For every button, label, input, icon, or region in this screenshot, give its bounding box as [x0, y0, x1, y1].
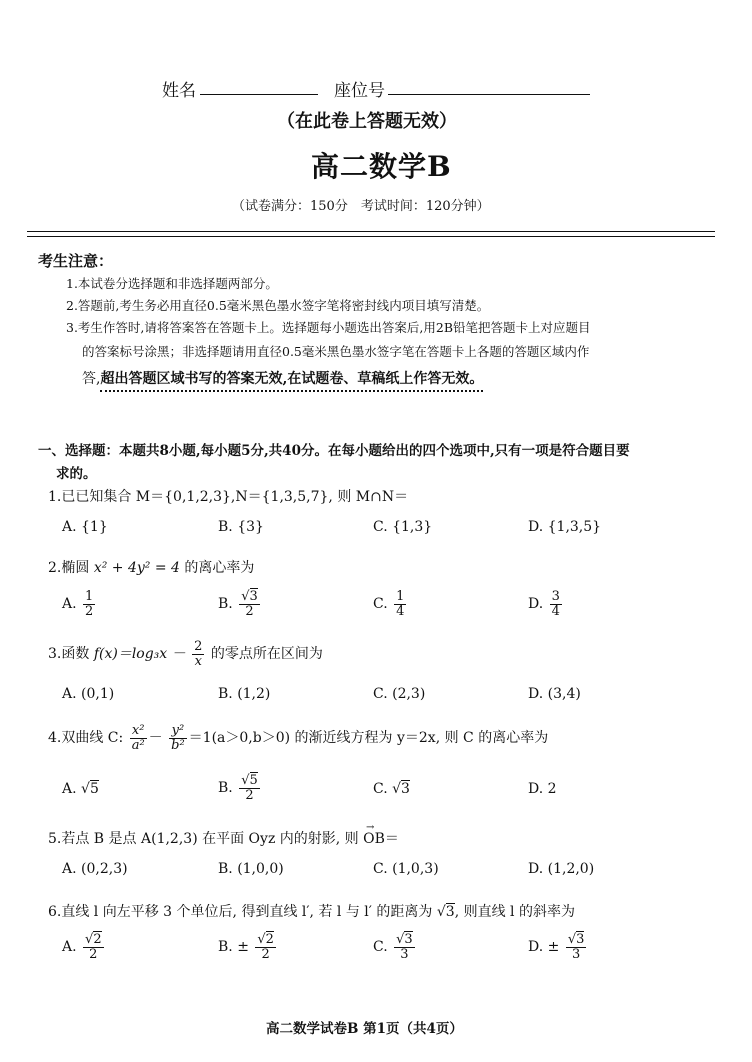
- q2-a-den: 2: [85, 603, 94, 619]
- q3-option-c: C. (2,3): [373, 686, 426, 702]
- q5-option-c: C. (1,0,3): [373, 861, 439, 877]
- q4-option-b: [218, 774, 262, 802]
- name-blank: [200, 94, 318, 95]
- q4-b-fraction: [239, 774, 260, 802]
- q4-fraction-2: [169, 724, 187, 752]
- q4-stem-a: 4.双曲线 C:: [48, 730, 124, 747]
- q2-c-num: 1: [396, 589, 405, 604]
- q6-d-den: 3: [571, 946, 581, 962]
- q6-c-radicand: 3: [404, 932, 413, 947]
- name-label: 姓名: [162, 81, 196, 101]
- q6-a-num: √2: [85, 932, 102, 947]
- q2-c-den: 4: [396, 603, 405, 619]
- q3-stem-a: 3.函数: [48, 646, 94, 663]
- q5-stem: 5.若点 B 是点 A(1,2,3) 在平面 Oyz 内的射影, 则 OB＝: [48, 831, 399, 847]
- q4-option-a: A. √5: [62, 781, 99, 797]
- q4-b-label: B.: [218, 780, 233, 797]
- attention-item-3-line2: 的答案标号涂黑；非选择题请用直径0.5毫米黑色墨水签字笔在答题卡上各题的答题区域内作: [82, 344, 590, 359]
- q2-a-num: 1: [85, 589, 94, 604]
- q6-c-num: √3: [396, 932, 413, 947]
- q4-option-d: D. 2: [528, 781, 557, 797]
- q3-option-b: B. (1,2): [218, 686, 271, 702]
- page-title: 高二数学B: [311, 150, 452, 183]
- q4-f2-num: y²: [169, 724, 187, 739]
- attention-item-3-line3: [82, 368, 483, 388]
- q3-option-d: D. (3,4): [528, 686, 581, 702]
- q6-stem: 6.直线 l 向左平移 3 个单位后, 得到直线 l′, 若 l 与 l′ 的距离为 √3, 则直线 l 的斜率为: [48, 904, 575, 920]
- seat-blank: [388, 94, 590, 95]
- q4-stem-b: ＝1(a＞0,b＞0) 的渐近线方程为 y＝2x, 则 C 的离心率为: [188, 730, 549, 747]
- q2-b-fraction: [239, 590, 260, 618]
- q6-c-fraction: [394, 933, 415, 961]
- q6-stem-b: , 则直线 l 的斜率为: [454, 904, 575, 920]
- q2-c-fraction: [394, 590, 406, 618]
- exam-meta: （试卷满分：150分 考试时间：120分钟）: [232, 199, 490, 214]
- q6-d-label: D. ±: [528, 939, 560, 956]
- q2-b-num: √3: [241, 589, 258, 604]
- double-rule: [27, 231, 715, 237]
- q6-a-radicand: 2: [93, 932, 102, 947]
- q6-option-d: [528, 933, 588, 961]
- q4-b-radicand: 5: [249, 773, 258, 788]
- seat-label: 座位号: [334, 81, 385, 101]
- q6-stem-radicand: 3: [445, 904, 455, 920]
- q4-c-label: C.: [373, 781, 388, 797]
- section1-heading-line2: 求的。: [56, 466, 97, 482]
- q3-stem: [48, 640, 323, 668]
- q4-a-radicand: 5: [89, 781, 99, 797]
- q6-d-fraction: [566, 933, 587, 961]
- q2-d-num: 3: [551, 589, 560, 604]
- q2-stem: [48, 557, 254, 577]
- q1-option-c: C. {1,3}: [373, 519, 433, 535]
- q4-b-num: √5: [241, 773, 258, 788]
- q2-stem-c: 的离心率为: [179, 560, 255, 576]
- q2-b-label: B.: [218, 596, 233, 613]
- q4-f1-den: a²: [131, 737, 145, 753]
- q2-a-label: A.: [62, 596, 77, 613]
- q6-c-label: C.: [373, 939, 388, 956]
- q6-stem-a: 6.直线 l 向左平移 3 个单位后, 得到直线 l′, 若 l 与 l′ 的距离为: [48, 904, 437, 920]
- q2-c-label: C.: [373, 596, 388, 613]
- q6-d-num: √3: [567, 932, 585, 947]
- q6-b-radicand: 2: [265, 932, 274, 947]
- q2-option-d: [528, 590, 564, 618]
- q6-a-den: 2: [89, 946, 98, 962]
- q6-b-den: 2: [261, 946, 270, 962]
- q4-f1-num: x²: [130, 724, 147, 739]
- q2-d-label: D.: [528, 596, 544, 613]
- q6-option-b: [218, 933, 278, 961]
- q2-a-fraction: [83, 590, 95, 618]
- q2-d-fraction: [550, 590, 562, 618]
- q5-option-b: B. (1,0,0): [218, 861, 284, 877]
- q4-a-label: A.: [62, 781, 77, 797]
- q1-option-a: A. {1}: [62, 519, 108, 535]
- q5-option-d: D. (1,2,0): [528, 861, 595, 877]
- q4-minus: －: [148, 730, 163, 747]
- q1-option-b: B. {3}: [218, 519, 264, 535]
- attention-heading: 考生注意：: [38, 252, 114, 270]
- q4-b-den: 2: [245, 787, 254, 803]
- q6-a-fraction: [83, 933, 104, 961]
- q4-f2-den: b²: [171, 737, 185, 753]
- q6-option-c: [373, 933, 417, 961]
- q6-b-label: B. ±: [218, 939, 249, 956]
- q4-stem: [48, 724, 548, 752]
- q4-c-radicand: 3: [401, 781, 410, 797]
- section1-heading-line1: 一、选择题：本题共8小题,每小题5分,共40分。在每小题给出的四个选项中,只有一项是符合题目要: [38, 443, 630, 459]
- q3-frac-den: x: [194, 653, 202, 669]
- q4-option-c: C. √3: [373, 781, 410, 797]
- q2-option-b: [218, 590, 262, 618]
- q2-d-den: 4: [551, 603, 560, 619]
- q4-fraction-1: [130, 724, 147, 752]
- notice-text: （在此卷上答题无效）: [277, 111, 457, 132]
- q6-b-num: √2: [257, 932, 274, 947]
- q2-equation: x² + 4y² = 4: [93, 560, 180, 576]
- q1-stem: 1.已已知集合 M＝{0,1,2,3},N＝{1,3,5,7}, 则 M∩N＝: [48, 489, 409, 505]
- q2-b-radicand: 3: [249, 589, 258, 604]
- q6-c-den: 3: [400, 946, 409, 962]
- q5-option-a: A. (0,2,3): [62, 861, 128, 877]
- q3-function: f(x)＝log₃x －: [93, 646, 186, 663]
- q6-d-radicand: 3: [576, 932, 585, 947]
- q2-option-a: [62, 590, 97, 618]
- q1-option-d: D. {1,3,5}: [528, 519, 602, 535]
- attention-item-3-line1: 3.考生作答时,请将答案答在答题卡上。选择题每小题选出答案后,用2B铅笔把答题卡上对应题目: [66, 320, 591, 335]
- q6-b-fraction: [255, 933, 276, 961]
- q5-vector-arrow: →: [366, 822, 375, 833]
- attention-item-2: 2.答题前,考生务必用直径0.5毫米黑色墨水签字笔将密封线内项目填写清楚。: [66, 298, 490, 313]
- page-footer: 高二数学试卷B 第1页（共4页）: [266, 1021, 463, 1037]
- q3-option-a: A. (0,1): [62, 686, 115, 702]
- q2-b-den: 2: [245, 603, 254, 619]
- q3-frac-num: 2: [194, 639, 203, 654]
- q3-fraction: [192, 640, 204, 668]
- q2-option-c: [373, 590, 408, 618]
- q6-a-label: A.: [62, 939, 77, 956]
- q3-stem-c: 的零点所在区间为: [206, 646, 323, 663]
- attention-emphasis: 超出答题区域书写的答案无效,在试题卷、草稿纸上作答无效。: [100, 371, 483, 392]
- attention-plain: 答,: [82, 371, 101, 387]
- attention-item-1: 1.本试卷分选择题和非选择题两部分。: [66, 276, 278, 291]
- q2-stem-a: 2.椭圆: [48, 560, 94, 576]
- q6-option-a: [62, 933, 106, 961]
